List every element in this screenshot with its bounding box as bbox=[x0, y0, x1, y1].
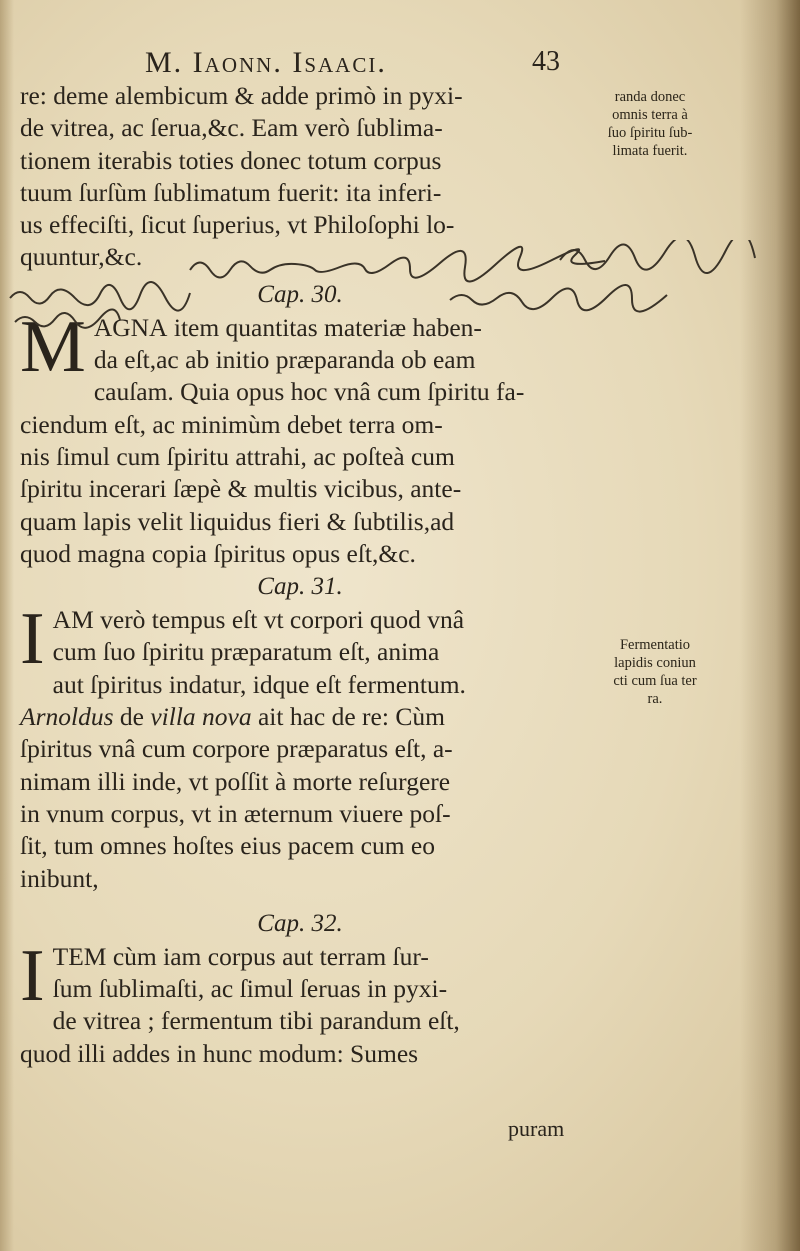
text-line: da eſt,ac ab initio præparanda ob eam bbox=[93, 345, 476, 375]
text-line: tionem iterabis toties donec totum corpus bbox=[20, 145, 442, 175]
text-line: aut ſpiritus indatur, idque eſt fermentum. bbox=[52, 669, 466, 699]
margin-note-line: randa donec bbox=[614, 89, 686, 105]
chapter-heading-32: Cap. 32. bbox=[257, 909, 343, 937]
page-number: 43 bbox=[532, 46, 560, 77]
handwriting-stroke bbox=[15, 309, 120, 327]
text-line: nis ſimul cum ſpiritu attrahi, ac poſteà cum bbox=[20, 441, 455, 471]
text-line: us effeciſti, ſicut ſuperius, vt Philoſophi lo- bbox=[20, 210, 455, 240]
handwriting-stroke bbox=[10, 282, 190, 311]
text-line: tuum ſurſùm ſublimatum fuerit: ita inferi- bbox=[20, 177, 442, 207]
main-text bbox=[20, 80, 580, 1070]
margin-note-line: ſuo ſpiritu ſub- bbox=[607, 125, 693, 141]
text-line: ſum ſublimaſti, ac ſimul ſeruas in pyxi- bbox=[52, 974, 448, 1004]
text-line: ſpiritu incerari ſæpè & multis vicibus, ante- bbox=[20, 474, 462, 504]
chapter-31-paragraph bbox=[20, 598, 580, 895]
margin-note-line: ra. bbox=[647, 691, 663, 707]
chapter-heading-31: Cap. 31. bbox=[257, 573, 343, 601]
margin-note bbox=[590, 636, 720, 708]
italic-name: Arnoldus bbox=[20, 702, 114, 732]
text-line: item quantitas materiæ haben- bbox=[167, 312, 482, 342]
catchword: puram bbox=[508, 1116, 565, 1141]
text-line: quuntur,&c. bbox=[20, 242, 143, 272]
handwriting-stroke bbox=[450, 285, 667, 312]
drop-cap: I bbox=[20, 598, 45, 681]
text-line-with-italic: Arnoldus de villa nova ait hac de re: Cùm bbox=[20, 702, 445, 732]
text-line: quod illi addes in hunc modum: Sumes bbox=[20, 1038, 419, 1068]
text-line: quod magna copia ſpiritus opus eſt,&c. bbox=[20, 538, 416, 568]
first-word: AM bbox=[52, 605, 94, 635]
text-line: de vitrea ; fermentum tibi parandum eſt, bbox=[52, 1006, 460, 1036]
text-line: ſpiritus vnâ cum corpore præparatus eſt, a- bbox=[20, 734, 453, 764]
margin-note-line: omnis terra à bbox=[612, 107, 688, 123]
text-line: verò tempus eſt vt corpori quod vnâ bbox=[93, 605, 465, 635]
margin-note-line: Fermentatio bbox=[619, 637, 691, 653]
text-line: cauſam. Quia opus hoc vnâ cum ſpiritu fa- bbox=[93, 377, 525, 407]
handwriting-stroke bbox=[560, 240, 755, 273]
first-word: AGNA bbox=[93, 312, 168, 342]
text-line: ſit, tum omnes hoſtes eius pacem cum eo bbox=[20, 831, 435, 861]
text-line: nimam illi inde, vt poſſit à morte reſurgere bbox=[20, 766, 451, 796]
drop-cap: I bbox=[20, 934, 45, 1017]
text-line: inibunt, bbox=[20, 863, 99, 893]
text-line: re: deme alembicum & adde primò in pyxi- bbox=[20, 81, 463, 110]
handwritten-annotation bbox=[0, 240, 800, 330]
text-line: quam lapis velit liquidus fieri & ſubtilis,ad bbox=[20, 506, 455, 536]
drop-cap: M bbox=[20, 305, 86, 388]
chapter-heading-30: Cap. 30. bbox=[257, 280, 343, 308]
text-line: de vitrea, ac ſerua,&c. Eam verò ſublima- bbox=[20, 113, 443, 143]
running-head: M. Iaonn. Isaaci. bbox=[145, 46, 387, 79]
margin-note-line: limata fuerit. bbox=[612, 143, 688, 159]
page-edge-shadow bbox=[740, 0, 800, 1251]
italic-name: villa nova bbox=[150, 702, 252, 732]
margin-note bbox=[590, 88, 710, 160]
text-line: ciendum eſt, ac minimùm debet terra om- bbox=[20, 409, 443, 439]
text-line: cum ſuo ſpiritu præparatum eſt, anima bbox=[52, 637, 440, 667]
first-word: TEM bbox=[52, 941, 107, 971]
text-line: in vnum corpus, vt in æternum viuere poſ- bbox=[20, 798, 451, 828]
handwriting-stroke bbox=[190, 247, 605, 282]
spine-shadow bbox=[0, 0, 14, 1251]
text-line: cùm iam corpus aut terram ſur- bbox=[106, 941, 429, 971]
chapter-32-paragraph bbox=[20, 934, 580, 1070]
margin-note-line: cti cum ſua ter bbox=[613, 673, 697, 689]
chapter-30-paragraph bbox=[20, 305, 580, 570]
margin-note-line: lapidis coniun bbox=[614, 655, 696, 671]
